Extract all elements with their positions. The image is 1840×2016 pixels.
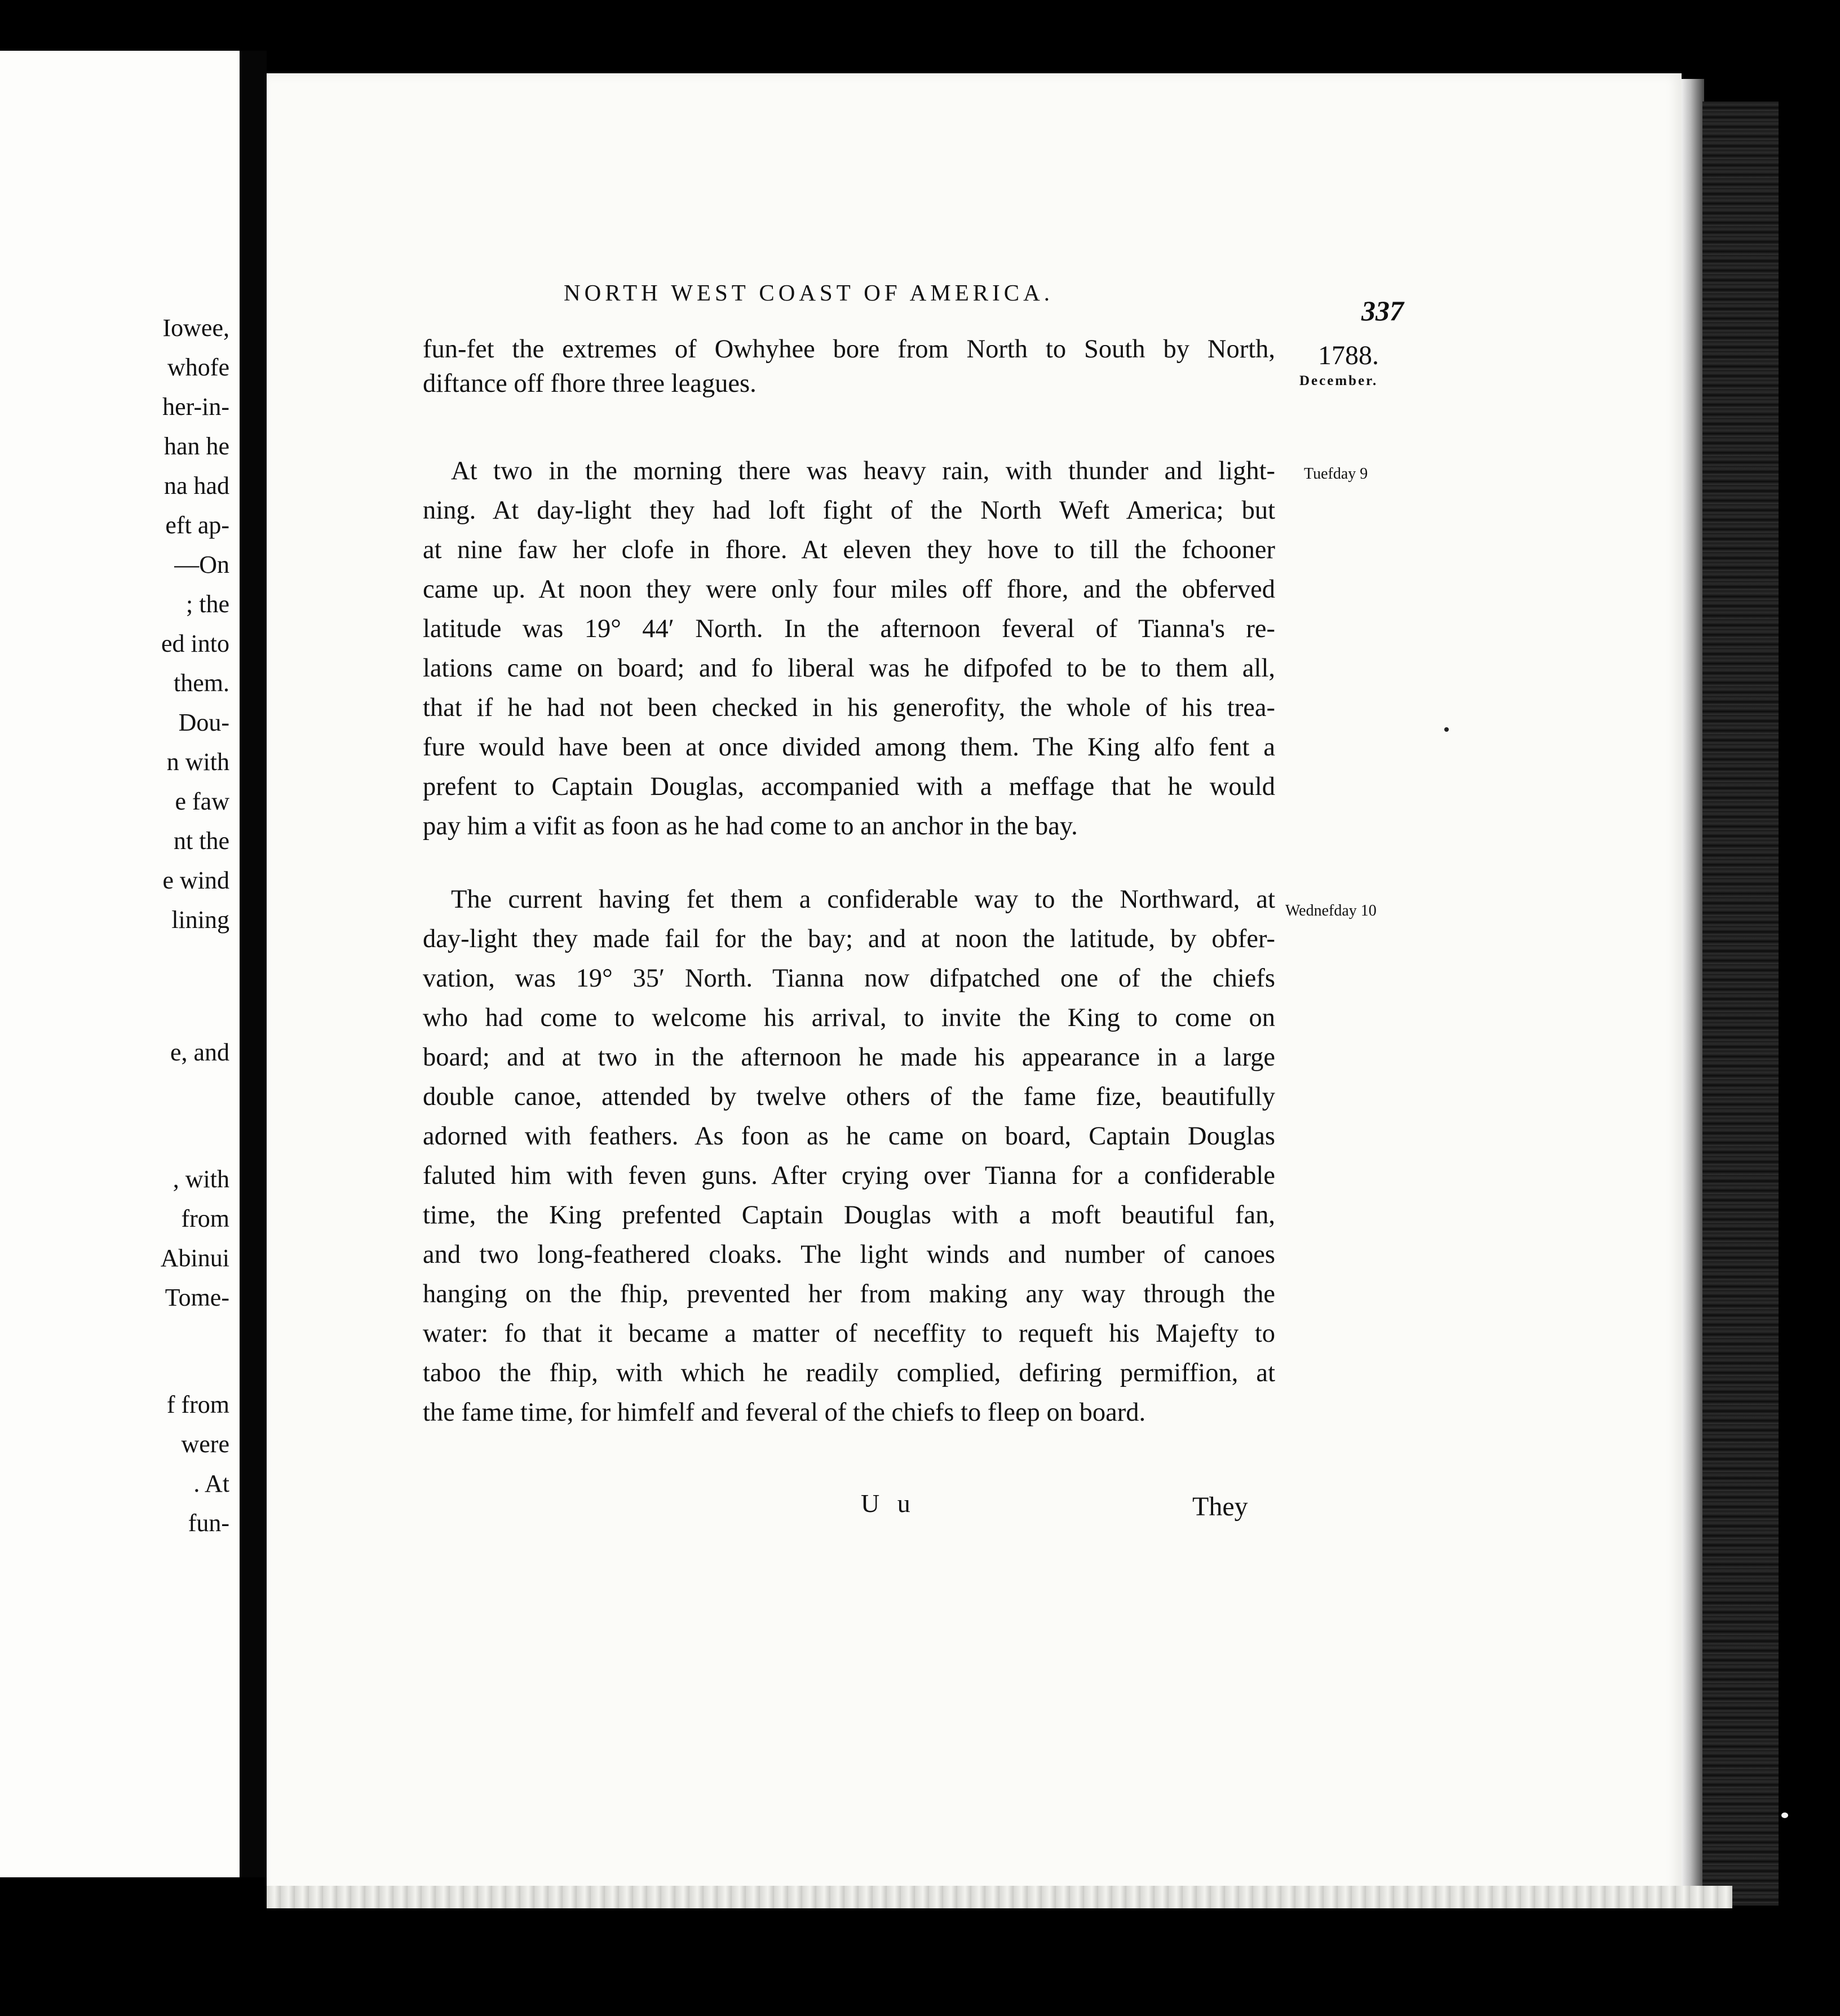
body-line: latitude was 19° 44′ North. In the afternoon feveral of Tianna's re- bbox=[423, 614, 1275, 643]
body-line: taboo the fhip, with which he readily complied, defiring permiffion, at bbox=[423, 1359, 1275, 1387]
body-line: The current having fet them a confiderable way to the Northward, at bbox=[451, 885, 1275, 914]
left-line: were bbox=[181, 1430, 229, 1458]
ink-speck bbox=[1444, 727, 1449, 732]
body-line: fun-fet the extremes of Owhyhee bore from North to South by North, bbox=[423, 335, 1275, 364]
body-line: prefent to Captain Douglas, accompanied with a meffage that he would bbox=[423, 772, 1275, 801]
body-line: that if he had not been checked in his generofity, the whole of his trea- bbox=[423, 693, 1275, 722]
catchword: They bbox=[1192, 1492, 1248, 1522]
book-fore-edge bbox=[1702, 101, 1779, 1906]
body-line: ning. At day-light they had loft fight of the North Weft America; but bbox=[423, 496, 1275, 525]
left-line: han he bbox=[163, 432, 229, 460]
body-line: At two in the morning there was heavy rain, with thunder and light- bbox=[451, 457, 1275, 485]
body-line: and two long-feathered cloaks. The light winds and number of canoes bbox=[423, 1240, 1275, 1269]
left-line: Iowee, bbox=[162, 314, 229, 342]
left-line: fun- bbox=[188, 1509, 229, 1537]
body-line: water: fo that it became a matter of neceffity to requeft his Majefty to bbox=[423, 1319, 1275, 1348]
left-line: ; the bbox=[186, 590, 229, 618]
page-edge-shadow bbox=[1682, 79, 1704, 1894]
left-line: Tome- bbox=[165, 1284, 229, 1311]
body-line: the fame time, for himfelf and feveral of the chiefs to fleep on board. bbox=[423, 1398, 1146, 1427]
body-line: double canoe, attended by twelve others of the fame fize, beautifully bbox=[423, 1082, 1275, 1111]
body-line: vation, was 19° 35′ North. Tianna now difpatched one of the chiefs bbox=[423, 964, 1275, 993]
signature-mark: U u bbox=[861, 1489, 916, 1518]
left-line: eft ap- bbox=[165, 511, 229, 539]
left-line: e, and bbox=[170, 1038, 229, 1066]
left-line: f from bbox=[166, 1391, 229, 1418]
running-head: NORTH WEST COAST OF AMERICA. bbox=[564, 280, 1054, 306]
body-line: at nine faw her clofe in fhore. At eleven they hove to till the fchooner bbox=[423, 536, 1275, 564]
body-line: diftance off fhore three leagues. bbox=[423, 369, 757, 398]
left-line: lining bbox=[171, 906, 229, 934]
left-page bbox=[0, 51, 240, 1877]
body-line: pay him a vifit as foon as he had come to an anchor in the bay. bbox=[423, 812, 1078, 841]
left-line: Dou- bbox=[178, 709, 229, 736]
left-line: them. bbox=[174, 669, 229, 697]
left-line: —On bbox=[174, 551, 229, 578]
left-line: . At bbox=[193, 1470, 229, 1497]
body-line: board; and at two in the afternoon he made his appearance in a large bbox=[423, 1043, 1275, 1072]
left-line: , with bbox=[172, 1165, 229, 1193]
left-line: e wind bbox=[162, 866, 229, 894]
margin-month: December. bbox=[1299, 373, 1378, 388]
margin-date-wednesday: Wednefday 10 bbox=[1285, 902, 1377, 919]
body-line: day-light they made fail for the bay; and at noon the latitude, by obfer- bbox=[423, 925, 1275, 953]
page-number: 337 bbox=[1361, 295, 1404, 326]
left-line: n with bbox=[166, 748, 229, 776]
body-line: fure would have been at once divided among them. The King alfo fent a bbox=[423, 733, 1275, 762]
book-gutter bbox=[240, 51, 267, 1877]
left-line: her-in- bbox=[162, 393, 229, 421]
body-line: adorned with feathers. As foon as he came on board, Captain Douglas bbox=[423, 1122, 1275, 1151]
body-line: time, the King prefented Captain Douglas with a moft beautiful fan, bbox=[423, 1201, 1275, 1230]
left-line: Abinui bbox=[160, 1244, 229, 1272]
left-line: na had bbox=[163, 472, 229, 499]
left-line: whofe bbox=[167, 353, 229, 381]
left-line: nt the bbox=[174, 827, 229, 855]
body-line: faluted him with feven guns. After crying over Tianna for a confiderable bbox=[423, 1161, 1275, 1190]
left-line: from bbox=[181, 1205, 229, 1232]
body-line: who had come to welcome his arrival, to invite the King to come on bbox=[423, 1003, 1275, 1032]
book-bottom-edge bbox=[267, 1886, 1732, 1908]
margin-year: 1788. bbox=[1318, 341, 1379, 370]
body-line: came up. At noon they were only four miles off fhore, and the obferved bbox=[423, 575, 1275, 604]
paper-speck bbox=[1781, 1812, 1788, 1818]
margin-date-tuesday: Tuefday 9 bbox=[1304, 465, 1368, 483]
body-line: hanging on the fhip, prevented her from making any way through the bbox=[423, 1280, 1275, 1308]
left-line: e faw bbox=[175, 788, 229, 815]
left-line: ed into bbox=[161, 630, 229, 657]
body-line: lations came on board; and fo liberal was he difpofed to be to them all, bbox=[423, 654, 1275, 683]
